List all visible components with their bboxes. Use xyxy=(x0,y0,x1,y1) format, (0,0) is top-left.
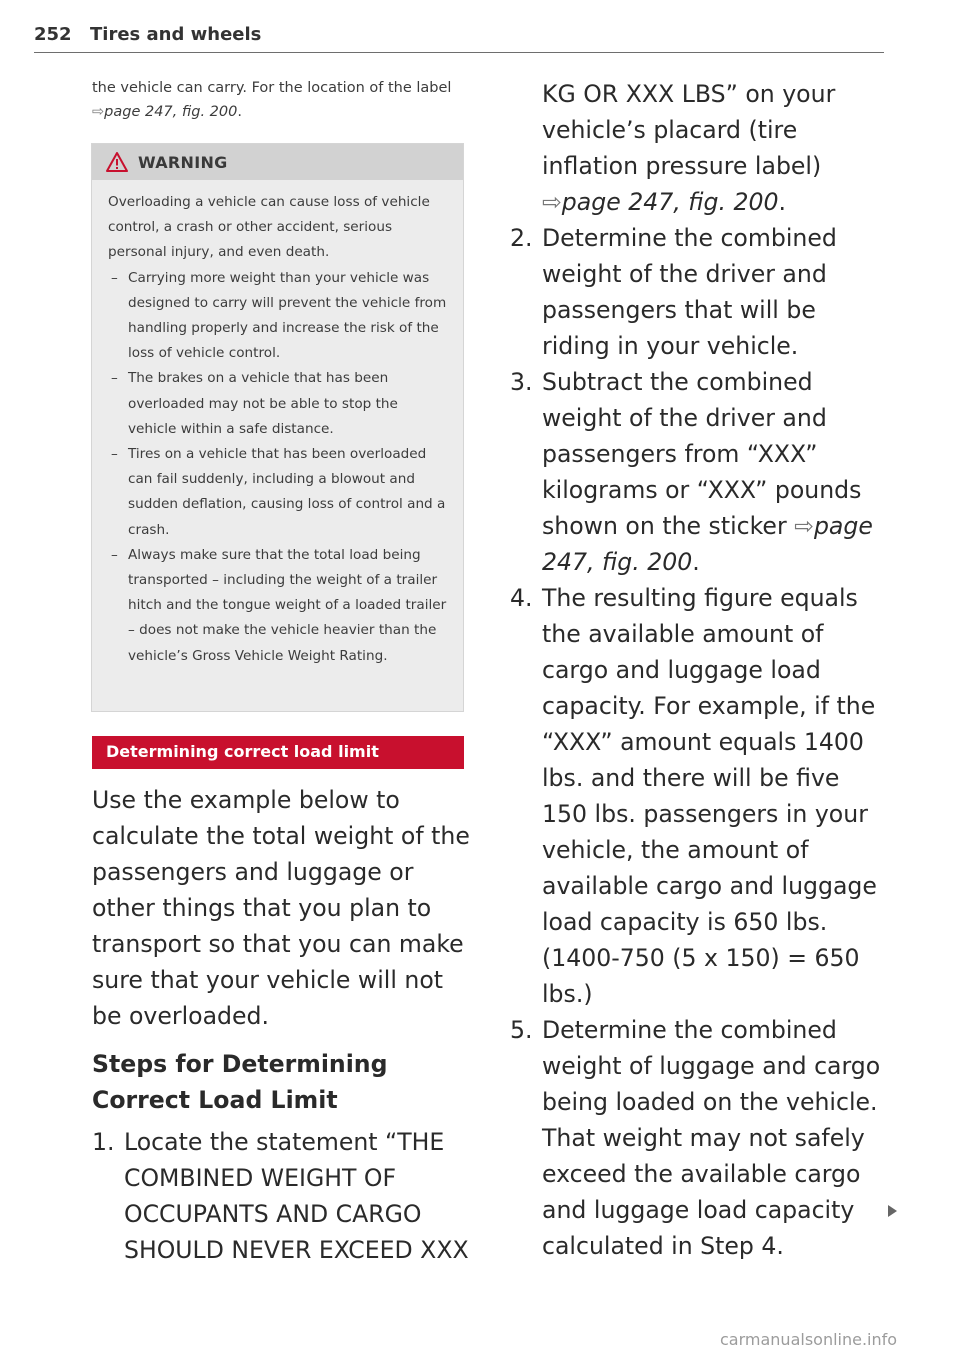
step-number: 3. xyxy=(510,368,533,396)
subsection-heading: Determining correct load limit xyxy=(106,742,379,761)
continue-arrow-icon xyxy=(888,1205,897,1217)
intro-paragraph xyxy=(92,76,464,124)
warning-box xyxy=(91,143,464,712)
step-text: Subtract the combined weight of the driver and passengers from “XXX” kilograms or “XXX” pounds shown on the sticker xyxy=(542,368,862,540)
steps-list-left xyxy=(92,1124,472,1268)
warning-bullet: – Tires on a vehicle that has been overloaded can fail suddenly, including a blowout and sudden deflation, causing loss of control and a crash. xyxy=(108,442,449,543)
step-item xyxy=(510,220,890,364)
warning-body xyxy=(92,180,463,669)
step-number: 4. xyxy=(510,584,533,612)
warning-bullet: – Carrying more weight than your vehicle was designed to carry will prevent the vehicle from handling properly and increase the risk of the loss of vehicle control. xyxy=(108,266,449,367)
step-end: . xyxy=(778,188,786,216)
step-end: . xyxy=(692,548,700,576)
cross-reference-link[interactable]: page 247, fig. 200 xyxy=(542,512,873,576)
step-item xyxy=(510,364,890,580)
body-intro: Use the example below to calculate the total weight of the passengers and luggage or other things that you plan to transport so that you can make sure that your vehicle will not be overloaded. xyxy=(92,786,470,1030)
warning-triangle-icon xyxy=(106,151,128,173)
warning-bullet: – The brakes on a vehicle that has been overloaded may not be able to stop the vehicle within a safe distance. xyxy=(108,366,449,442)
cross-reference-arrow-icon: ⇨ xyxy=(92,104,105,120)
intro-end: . xyxy=(237,104,242,120)
watermark: carmanualsonline.info xyxy=(720,1330,898,1349)
steps-heading: Steps for Determining Correct Load Limit xyxy=(92,1050,388,1114)
step-text: Determine the combined weight of luggage and cargo being loaded on the vehicle. That weight may not safely exceed the available cargo and luggage load capacity calculated in Step 4. xyxy=(542,1016,881,1260)
warning-list xyxy=(108,266,449,669)
cross-reference-arrow-icon: ⇨ xyxy=(794,512,814,540)
step-item xyxy=(92,1124,472,1268)
subsection-heading-bar xyxy=(92,736,464,769)
step-text: Determine the combined weight of the driver and passengers that will be riding in your vehicle. xyxy=(542,224,837,360)
step-text: Locate the statement “THE COMBINED WEIGHT OF OCCUPANTS AND CARGO SHOULD NEVER EXCEED XXX xyxy=(124,1128,469,1264)
cross-reference-arrow-icon: ⇨ xyxy=(542,188,562,216)
step-item xyxy=(510,1012,890,1264)
cross-reference-link[interactable]: page 247, fig. 200 xyxy=(104,104,238,120)
page-header xyxy=(34,24,884,53)
step-number: 2. xyxy=(510,224,533,252)
step-item xyxy=(510,580,890,1012)
page-number: 252 xyxy=(34,24,72,45)
step-item-continued xyxy=(510,76,890,220)
intro-text: the vehicle can carry. For the location of the label xyxy=(92,80,452,96)
cross-reference-link[interactable]: page 247, fig. 200 xyxy=(561,188,779,216)
step-number: 1. xyxy=(92,1128,115,1156)
steps-list-right xyxy=(510,76,890,1264)
warning-header xyxy=(92,144,463,180)
step-text-continued: KG OR XXX LBS” on your vehicle’s placard (tire inflation pressure label) xyxy=(542,80,836,180)
step-number: 5. xyxy=(510,1016,533,1044)
section-title: Tires and wheels xyxy=(90,24,262,45)
warning-title: WARNING xyxy=(138,153,228,172)
warning-bullet: – Always make sure that the total load being transported – including the weight of a trailer hitch and the tongue weight of a loaded trailer – does not make the vehicle heavier than the vehicle’s Gross Vehicle Weight Rating. xyxy=(108,543,449,669)
step-text: The resulting figure equals the available amount of cargo and luggage load capacity. For example, if the “XXX” amount equals 1400 lbs. and there will be five 150 lbs. passengers in your vehicle, the amount of available cargo and luggage load capacity is 650 lbs. (1400-750 (5 x 150) = 650 lbs.) xyxy=(542,584,877,1008)
warning-paragraph: Overloading a vehicle can cause loss of vehicle control, a crash or other accident, serious personal injury, and even death. xyxy=(108,194,430,261)
